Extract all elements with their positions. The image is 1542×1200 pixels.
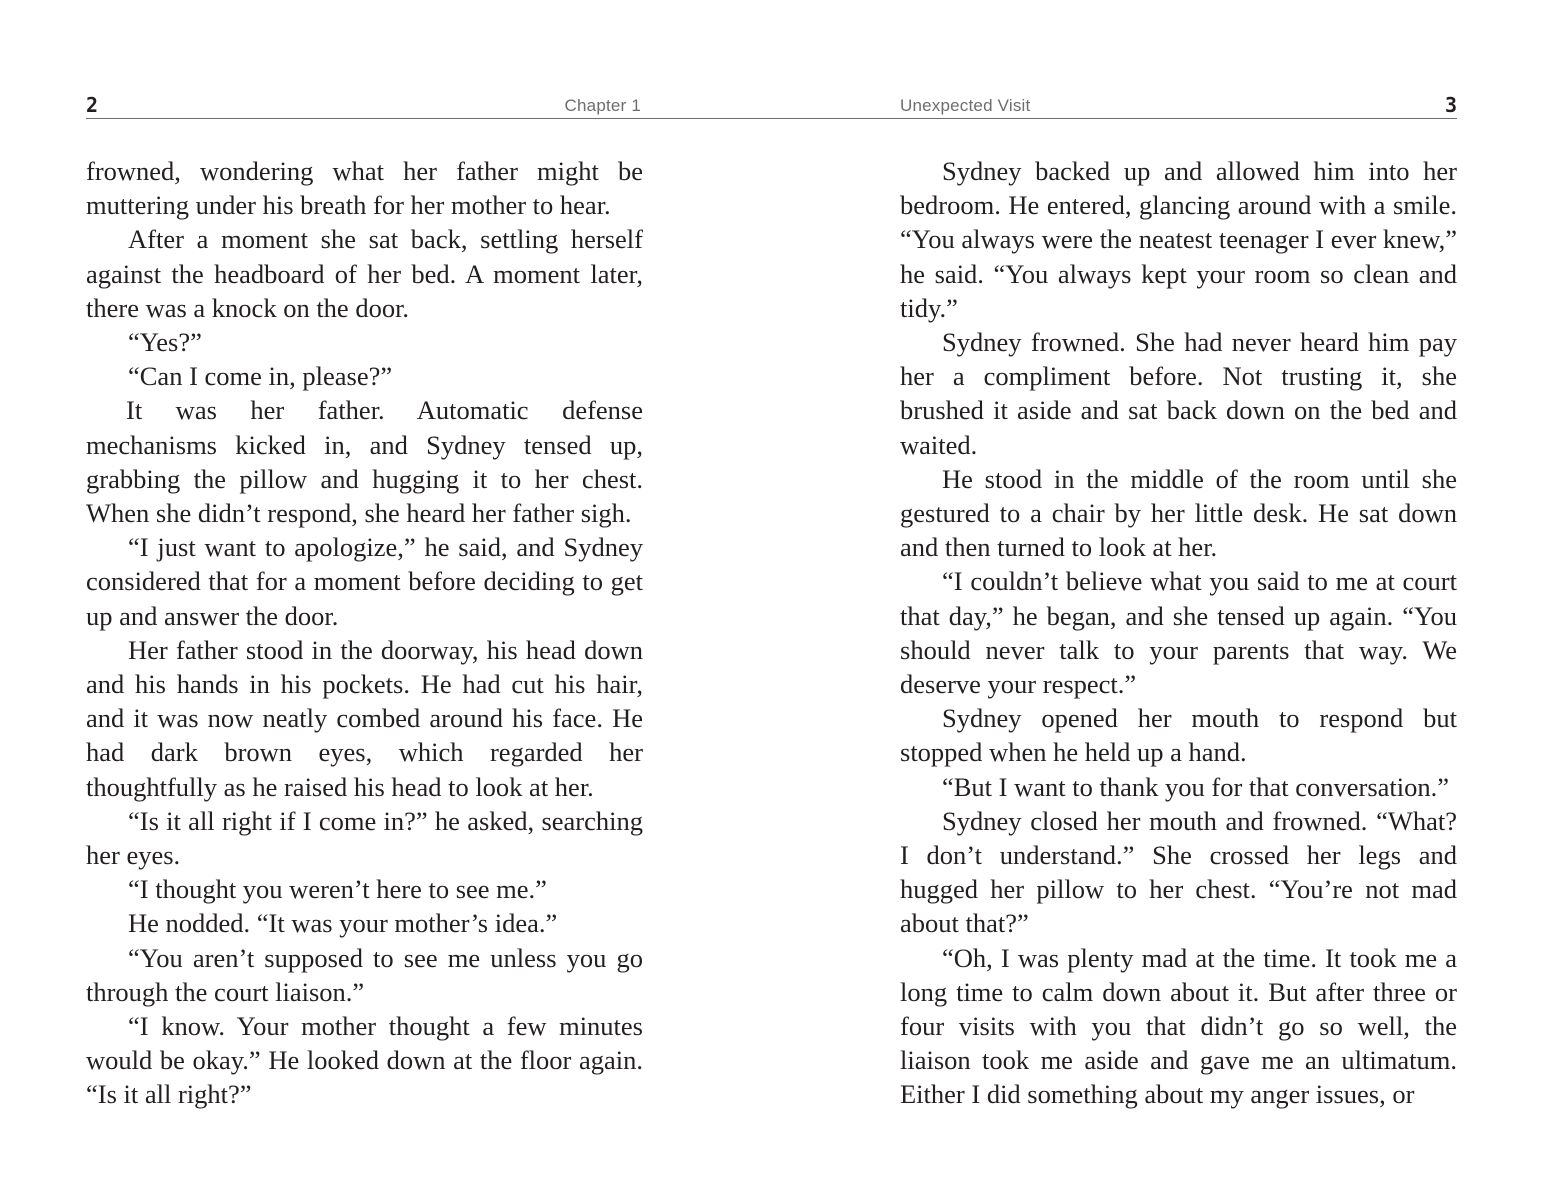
paragraph: Sydney opened her mouth to respond but stopped when he held up a hand. <box>900 703 1457 768</box>
paragraph: “Yes?” <box>128 327 202 358</box>
paragraph: “I thought you weren’t here to see me.” <box>128 874 547 905</box>
section-title: Unexpected Visit <box>900 96 1031 115</box>
paragraph: Sydney closed her mouth and frowned. “What? I don’t understand.” She crossed her legs and hugged her pillow to her chest. “You’re not mad about that?” <box>900 805 1457 939</box>
paragraph: “Is it all right if I come in?” he asked, searching her eyes. <box>86 805 643 871</box>
paragraph: “I just want to apologize,” he said, and Sydney considered that for a moment before deciding to get up and answer the door. <box>86 532 643 631</box>
paragraph: Her father stood in the doorway, his head down and his hands in his pockets. He had cut his hair, and it was now neatly combed around his face. He had dark brown eyes, which regarded her thoughtfully as he raised his head to look at her. <box>86 634 643 802</box>
page-number-right: 3 <box>1444 93 1457 117</box>
left-page-body <box>86 154 643 1112</box>
paragraph: “Can I come in, please?” <box>128 361 393 392</box>
chapter-title: Chapter 1 <box>564 96 641 115</box>
paragraph: It was her father. Automatic defense mechanisms kicked in, and Sydney tensed up, grabbing the pillow and hugging it to her chest. When she didn’t respond, she heard her father sigh. <box>86 395 643 529</box>
paragraph: He nodded. “It was your mother’s idea.” <box>128 908 558 939</box>
paragraph: “Oh, I was plenty mad at the time. It took me a long time to calm down about it. But after three or four visits with you that didn’t go so well, the liaison took me aside and gave me an ultimatum. Either I did something about my anger issues, or <box>900 942 1457 1110</box>
running-head-left <box>86 92 643 119</box>
paragraph: He stood in the middle of the room until she gestured to a chair by her little desk. He sat down and then turned to look at her. <box>900 463 1457 563</box>
header-rule-gutter <box>643 118 900 119</box>
page-number-left: 2 <box>86 93 99 117</box>
paragraph: Sydney frowned. She had never heard him pay her a compliment before. Not trusting it, she brushed it aside and sat back down on the bed and waited. <box>900 327 1457 460</box>
paragraph: Sydney backed up and allowed him into her bedroom. He entered, glancing around with a smile. “You always were the neatest teenager I ever knew,” he said. “You always kept your room so clean and tidy.” <box>900 156 1457 323</box>
paragraph: “You aren’t supposed to see me unless you go through the court liaison.” <box>86 942 643 1007</box>
paragraph: “I couldn’t believe what you said to me at court that day,” he began, and she tensed up again. “You should never talk to your parents that way. We deserve your respect.” <box>900 566 1457 700</box>
paragraph: “But I want to thank you for that conversation.” <box>942 771 1450 802</box>
paragraph: “I know. Your mother thought a few minutes would be okay.” He looked down at the floor again. “Is it all right?” <box>86 1011 643 1110</box>
paragraph: frowned, wondering what her father might be muttering under his breath for her mother to hear. <box>86 156 643 221</box>
running-head-right <box>900 92 1457 119</box>
right-page-body <box>900 154 1457 1112</box>
paragraph: After a moment she sat back, settling herself against the headboard of her bed. A moment later, there was a knock on the door. <box>86 224 643 323</box>
